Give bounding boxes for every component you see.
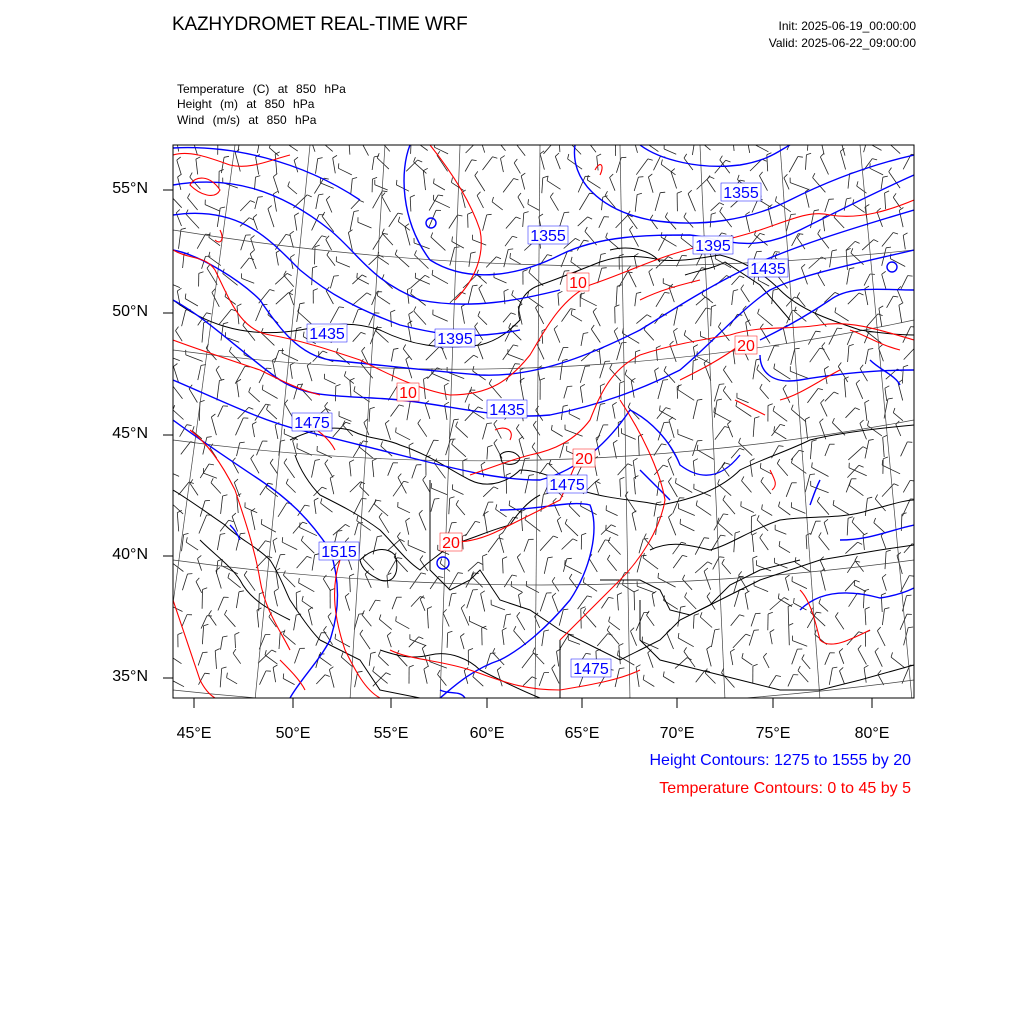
height-contour-label: 1435 (489, 402, 525, 419)
lon-label-60: 60°E (469, 725, 505, 742)
height-contour-label: 1395 (695, 238, 731, 255)
country-borders (173, 248, 914, 698)
map-title: KAZHYDROMET REAL-TIME WRF (172, 14, 468, 35)
height-contour-label: 1515 (321, 544, 357, 561)
variable-height: Height (m) at 850 hPa (177, 97, 315, 111)
height-contour-label: 1475 (573, 661, 609, 678)
height-contours-legend: Height Contours: 1275 to 1555 by 20 (649, 752, 911, 769)
lon-label-80: 80°E (854, 725, 890, 742)
height-contour-label: 1435 (750, 261, 786, 278)
lat-label-55: 55°N (112, 180, 148, 197)
lat-label-45: 45°N (112, 425, 148, 442)
height-contour-label: 1475 (549, 477, 585, 494)
lon-label-70: 70°E (659, 725, 695, 742)
variable-temperature: Temperature (C) at 850 hPa (177, 82, 346, 96)
temperature-contour-label: 10 (569, 275, 587, 292)
valid-time: Valid: 2025-06-22_09:00:00 (768, 36, 916, 50)
temperature-contour-label: 20 (442, 535, 460, 552)
lon-label-55: 55°E (373, 725, 409, 742)
temperature-contour-label: 10 (399, 385, 417, 402)
temperature-contour-label: 20 (575, 451, 593, 468)
init-time: Init: 2025-06-19_00:00:00 (778, 19, 916, 33)
height-contour-label: 1395 (437, 331, 473, 348)
lon-label-50: 50°E (275, 725, 311, 742)
height-contour-label: 1475 (294, 415, 330, 432)
temperature-contour-label: 20 (737, 338, 755, 355)
lat-label-35: 35°N (112, 668, 148, 685)
variable-wind: Wind (m/s) at 850 hPa (177, 113, 317, 127)
temperature-contours-legend: Temperature Contours: 0 to 45 by 5 (659, 780, 911, 797)
lon-label-75: 75°E (755, 725, 791, 742)
height-contour-label: 1435 (309, 326, 345, 343)
lon-label-45: 45°E (176, 725, 212, 742)
height-contour-label: 1355 (723, 185, 759, 202)
lat-label-40: 40°N (112, 546, 148, 563)
lat-label-50: 50°N (112, 303, 148, 320)
height-contour-label: 1355 (530, 228, 566, 245)
lon-label-65: 65°E (564, 725, 600, 742)
